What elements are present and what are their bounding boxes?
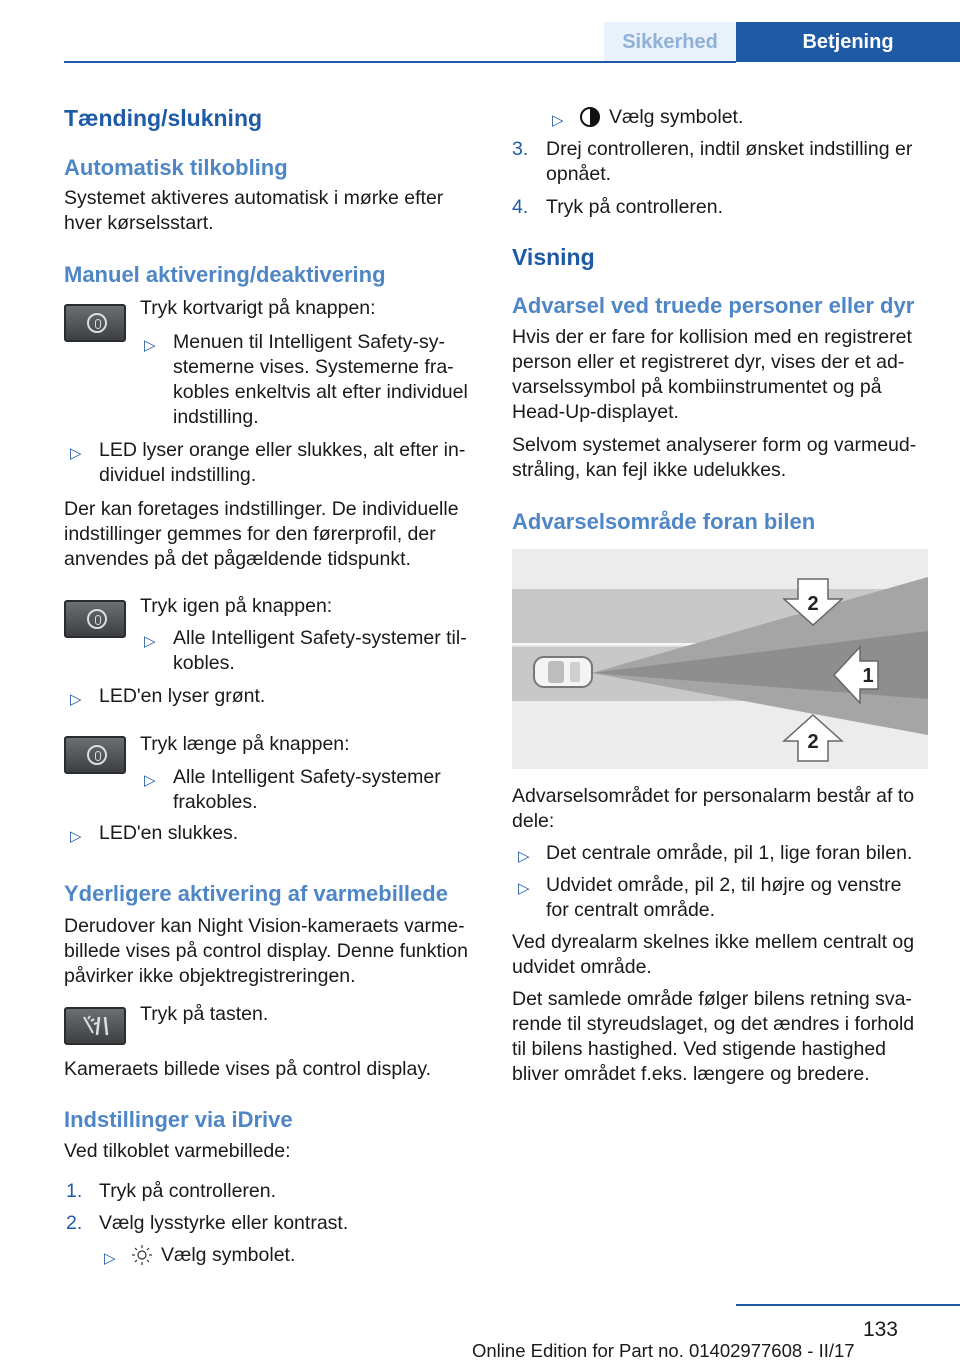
step-number: 3. (512, 138, 529, 160)
brightness-icon (131, 1244, 153, 1266)
text-line: Derudover kan Night Vision-kameraets varme- (64, 915, 465, 937)
bullet-triangle-icon: ▷ (70, 445, 82, 462)
text-line: indstillinger gemmes for den førerprofil, der (64, 523, 436, 545)
text-line: bliver området f.eks. længere og bredere. (512, 1063, 870, 1085)
bullet-text: kobles enkeltvis alt efter individuel (173, 381, 468, 403)
text-line: Tryk igen på knappen: (140, 595, 333, 617)
safety-button-image (64, 736, 126, 774)
text-line: hver kørselsstart. (64, 212, 214, 234)
bullet-text: LED'en slukkes. (99, 822, 239, 844)
bullet-triangle-icon: ▷ (144, 772, 156, 789)
text-line: Tryk længe på knappen: (140, 733, 350, 755)
bullet-text: Vælg symbolet. (161, 1244, 296, 1266)
text-line: person eller et registreret dyr, vises der et ad- (512, 351, 905, 373)
heading-advarselsomraade: Advarselsområde foran bilen (512, 509, 816, 534)
text-line: Advarselsområdet for personalarm består af to (512, 785, 915, 807)
bullet-triangle-icon: ▷ (70, 691, 82, 708)
text-line: rende til styreudslaget, og det ændres i forhold (512, 1013, 915, 1035)
bullet-text: Menuen til Intelligent Safety-sy- (173, 331, 446, 353)
text-line: Selvom systemet analyserer form og varmeud- (512, 434, 917, 456)
text-line: varselssymbol på kombiinstrumentet og på (512, 376, 882, 398)
text-line: Systemet aktiveres automatisk i mørke efter (64, 187, 444, 209)
step-text: opnået. (546, 163, 612, 185)
text-line: billede vises på control display. Denne funktion (64, 940, 468, 962)
text-line: Det samlede område følger bilens retning sva- (512, 988, 912, 1010)
safety-icon (87, 745, 107, 765)
night-vision-button-image (64, 1007, 126, 1045)
page-number: 133 (862, 1318, 898, 1341)
step-text: Vælg lysstyrke eller kontrast. (99, 1212, 349, 1234)
header-rule (64, 61, 736, 63)
safety-button-image (64, 304, 126, 342)
bullet-text: Udvidet område, pil 2, til højre og venstre (546, 874, 902, 896)
text-line: Ved tilkoblet varmebillede: (64, 1140, 291, 1162)
step-text: Tryk på controlleren. (99, 1180, 277, 1202)
bullet-text: indstilling. (173, 406, 259, 428)
step-text: Drej controlleren, indtil ønsket indstilling er (546, 138, 913, 160)
text-line: anvendes på det pågældende tidspunkt. (64, 548, 411, 570)
text-line: Kameraets billede vises på control display. (64, 1058, 432, 1080)
text-line: dele: (512, 810, 555, 832)
bullet-triangle-icon: ▷ (144, 633, 156, 650)
heading-taending: Tænding/slukning (64, 105, 263, 131)
safety-icon (87, 609, 107, 629)
bullet-triangle-icon: ▷ (104, 1250, 116, 1267)
contrast-icon (579, 106, 601, 128)
tab-betjening[interactable]: Betjening (736, 22, 960, 62)
svg-text:2: 2 (807, 593, 819, 615)
text-line: Ved dyrealarm skelnes ikke mellem centralt og (512, 931, 915, 953)
bullet-text: Det centrale område, pil 1, lige foran bilen. (546, 842, 913, 864)
bullet-triangle-icon: ▷ (144, 337, 156, 354)
warning-area-diagram (512, 549, 928, 769)
bullet-text: stemerne vises. Systemerne fra- (173, 356, 454, 378)
footer-rule (736, 1304, 960, 1306)
heading-manuel: Manuel aktivering/deaktivering (64, 262, 386, 287)
svg-text:2: 2 (807, 731, 819, 753)
bullet-text: LED'en lyser grønt. (99, 685, 266, 707)
heading-yderligere: Yderligere aktivering af varmebillede (64, 881, 448, 906)
safety-button-image (64, 600, 126, 638)
text-line: stråling, kan fejl ikke udelukkes. (512, 459, 787, 481)
step-text: Tryk på controlleren. (546, 196, 724, 218)
text-line: Tryk kortvarigt på knappen: (140, 297, 376, 319)
bullet-text: Vælg symbolet. (609, 106, 744, 128)
text-line: Tryk på tasten. (140, 1003, 269, 1025)
bullet-text: Alle Intelligent Safety-systemer til- (173, 627, 467, 649)
step-number: 1. (66, 1180, 83, 1202)
edition-footer: Online Edition for Part no. 01402977608 - II/17 (472, 1340, 855, 1361)
safety-icon (87, 313, 107, 333)
text-line: til bilens hastighed. Ved stigende hastighed (512, 1038, 887, 1060)
text-line: Head-Up-displayet. (512, 401, 679, 423)
text-line: Der kan foretages indstillinger. De individuelle (64, 498, 459, 520)
heading-idrive: Indstillinger via iDrive (64, 1107, 293, 1132)
text-line: påvirker ikke objektregistreringen. (64, 965, 356, 987)
svg-text:1: 1 (862, 665, 874, 687)
bullet-triangle-icon: ▷ (518, 848, 530, 865)
bullet-triangle-icon: ▷ (70, 828, 82, 845)
car-icon (534, 657, 592, 687)
bullet-text: for centralt område. (546, 899, 716, 921)
bullet-triangle-icon: ▷ (518, 880, 530, 897)
text-line: Hvis der er fare for kollision med en registreret (512, 326, 912, 348)
tab-sikkerhed[interactable]: Sikkerhed (604, 22, 736, 62)
step-number: 2. (66, 1212, 83, 1234)
heading-visning: Visning (512, 244, 595, 270)
bullet-text: dividuel indstilling. (99, 464, 257, 486)
bullet-text: Alle Intelligent Safety-systemer (173, 766, 441, 788)
heading-automatisk: Automatisk tilkobling (64, 155, 288, 180)
bullet-text: LED lyser orange eller slukkes, alt efter in- (99, 439, 466, 461)
step-number: 4. (512, 196, 529, 218)
bullet-text: kobles. (173, 652, 235, 674)
heading-advarsel: Advarsel ved truede personer eller dyr (512, 293, 915, 318)
bullet-text: frakobles. (173, 791, 258, 813)
text-line: udvidet område. (512, 956, 652, 978)
night-vision-icon (66, 1009, 124, 1043)
bullet-triangle-icon: ▷ (552, 112, 564, 129)
